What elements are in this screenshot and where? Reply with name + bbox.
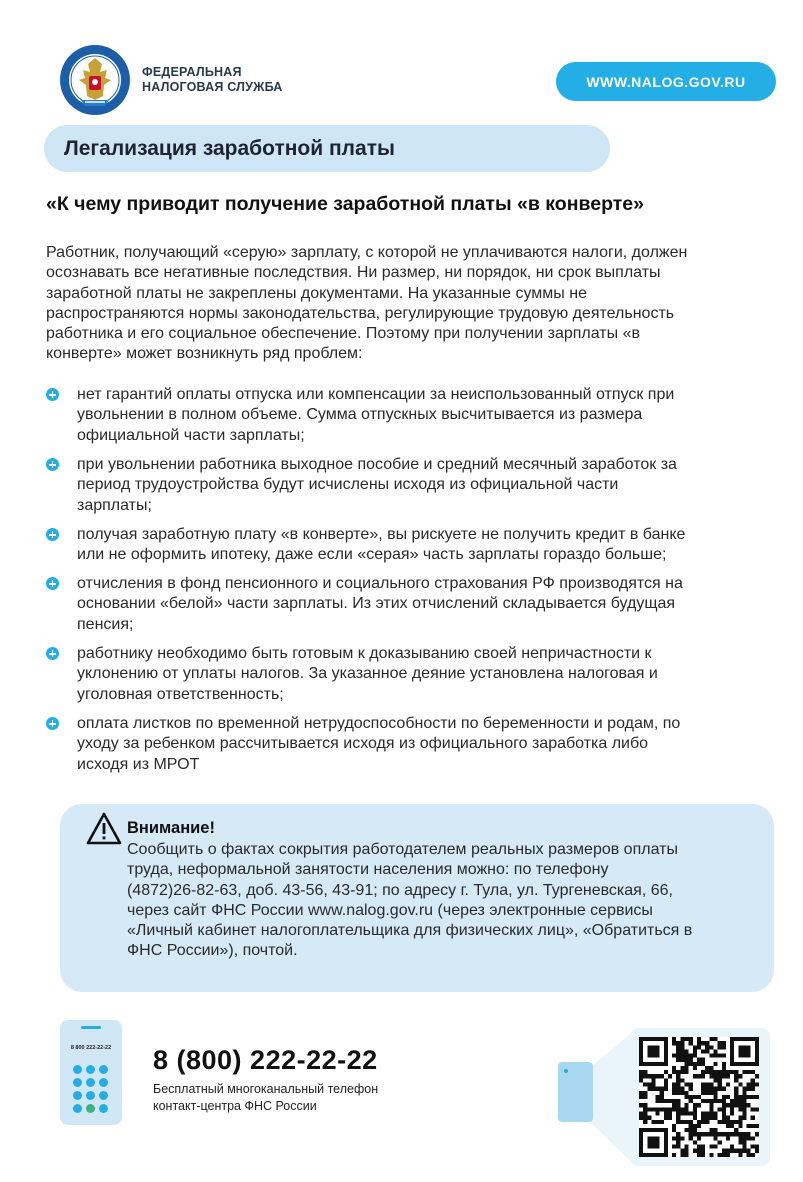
scanner-phone-icon bbox=[558, 1062, 593, 1122]
section-title: Легализация заработной платы bbox=[64, 137, 395, 160]
notice-line: ФНС России»), почтой. bbox=[127, 942, 298, 960]
plus-bullet-icon bbox=[46, 528, 59, 541]
bullet-line: уходу за ребенком рассчитывается исходя из официального заработка либо bbox=[77, 735, 649, 753]
keypad-key bbox=[99, 1104, 108, 1113]
phone-speaker bbox=[81, 1026, 101, 1029]
hotline-desc-line1: Бесплатный многоканальный телефон bbox=[153, 1082, 379, 1096]
intro-line: конверте» может возникнуть ряд проблем: bbox=[46, 345, 363, 363]
bullet-line: период трудоустройства будут исчислены исходя из официальной части bbox=[77, 476, 619, 494]
hotline-description bbox=[153, 1081, 378, 1115]
intro-line: осознавать все негативные последствия. Ни размер, ни порядок, ни срок выплаты bbox=[46, 264, 661, 282]
bullet-line: увольнении в полном объеме. Сумма отпускных высчитывается из размера bbox=[77, 406, 643, 424]
keypad-key bbox=[99, 1078, 108, 1087]
hotline-number[interactable]: 8 (800) 222-22-22 bbox=[153, 1045, 378, 1075]
fns-logo bbox=[59, 44, 131, 116]
bullet-line: работнику необходимо быть готовым к доказыванию своей непричастности к bbox=[77, 645, 652, 662]
intro-line: работника и его социальное обеспечение. Поэтому при получении зарплаты «в bbox=[46, 325, 640, 343]
org-name bbox=[142, 65, 283, 95]
bullet-line: исходя из МРОТ bbox=[77, 755, 200, 773]
notice-line: (4872)26-82-63, доб. 43-56, 43-91; по адресу г. Тула, ул. Тургеневская, 66, bbox=[127, 881, 673, 899]
bullet-line: получая заработную плату «в конверте», вы рискуете не получить кредит в банке bbox=[77, 526, 686, 543]
intro-line: Работник, получающий «серую» зарплату, с которой не уплачиваются налоги, должен bbox=[46, 244, 688, 261]
bullet-line: отчисления в фонд пенсионного и социального страхования РФ производятся на bbox=[77, 575, 683, 592]
org-name-line1: ФЕДЕРАЛЬНАЯ bbox=[142, 65, 242, 79]
plus-bullet-icon bbox=[46, 717, 59, 730]
keypad-key bbox=[86, 1091, 95, 1100]
intro-line: заработной платы не закреплены документами. На указанные суммы не bbox=[46, 284, 587, 302]
bullet-line: зарплаты; bbox=[77, 496, 152, 514]
keypad-key bbox=[73, 1104, 82, 1113]
keypad-key bbox=[99, 1065, 108, 1074]
notice-line: Сообщить о фактах сокрытия работодателем реальных размеров оплаты bbox=[127, 841, 678, 858]
notice-text bbox=[127, 840, 692, 962]
bullet-line: оплата листков по временной нетрудоспособности по беременности и родам, по bbox=[77, 715, 681, 732]
bullet-line: официальной части зарплаты; bbox=[77, 426, 305, 444]
plus-bullet-icon bbox=[46, 458, 59, 471]
bullet-line: или не оформить ипотеку, даже если «серая» часть зарплаты гораздо больше; bbox=[77, 546, 667, 564]
plus-bullet-icon bbox=[46, 577, 59, 590]
bullet-line: пенсия; bbox=[77, 615, 134, 633]
qr-code[interactable] bbox=[639, 1037, 759, 1157]
bullet-line: нет гарантий оплаты отпуска или компенсации за неиспользованный отпуск при bbox=[77, 386, 675, 403]
plus-bullet-icon bbox=[46, 647, 59, 660]
headline: «К чему приводит получение заработной платы «в конверте» bbox=[46, 193, 644, 215]
notice-line: «Личный кабинет налогоплательщика для физических лиц», «Обратиться в bbox=[127, 922, 693, 940]
hotline-desc-line2: контакт-центра ФНС России bbox=[153, 1099, 317, 1113]
keypad-key bbox=[86, 1078, 95, 1087]
website-button[interactable] bbox=[556, 62, 776, 101]
bullet-line: основании «белой» части зарплаты. Из этих отчислений складывается будущая bbox=[77, 595, 676, 613]
scan-beam bbox=[590, 1030, 635, 1165]
org-name-line2: НАЛОГОВАЯ СЛУЖБА bbox=[142, 80, 283, 94]
plus-bullet-icon bbox=[46, 388, 59, 401]
camera-dot bbox=[564, 1069, 568, 1073]
notice-line: труда, неформальной занятости населения можно: по телефону bbox=[127, 861, 609, 879]
bullet-line: при увольнении работника выходное пособие и средний месячный заработок за bbox=[77, 456, 677, 473]
keypad-key bbox=[73, 1091, 82, 1100]
notice-title: Внимание! bbox=[127, 819, 215, 837]
bullet-line: уголовная ответственность; bbox=[77, 685, 284, 703]
keypad-key bbox=[99, 1091, 108, 1100]
notice-line: через сайт ФНС России www.nalog.gov.ru (через электронные сервисы bbox=[127, 901, 653, 919]
phone-small-number: 8 800 222-22-22 bbox=[70, 1045, 112, 1051]
keypad-key bbox=[73, 1078, 82, 1087]
intro-paragraph bbox=[46, 243, 776, 365]
keypad-key bbox=[86, 1065, 95, 1074]
keypad-key bbox=[73, 1065, 82, 1074]
call-key bbox=[86, 1104, 95, 1113]
bullet-line: уклонению от уплаты налогов. За указанное деяние установлена налоговая и bbox=[77, 665, 658, 683]
phone-illustration bbox=[60, 1020, 122, 1125]
warning-icon bbox=[86, 812, 122, 846]
website-label: WWW.NALOG.GOV.RU bbox=[586, 73, 746, 90]
intro-line: распространяются нормы законодательства, регулирующие трудовую деятельность bbox=[46, 304, 675, 322]
